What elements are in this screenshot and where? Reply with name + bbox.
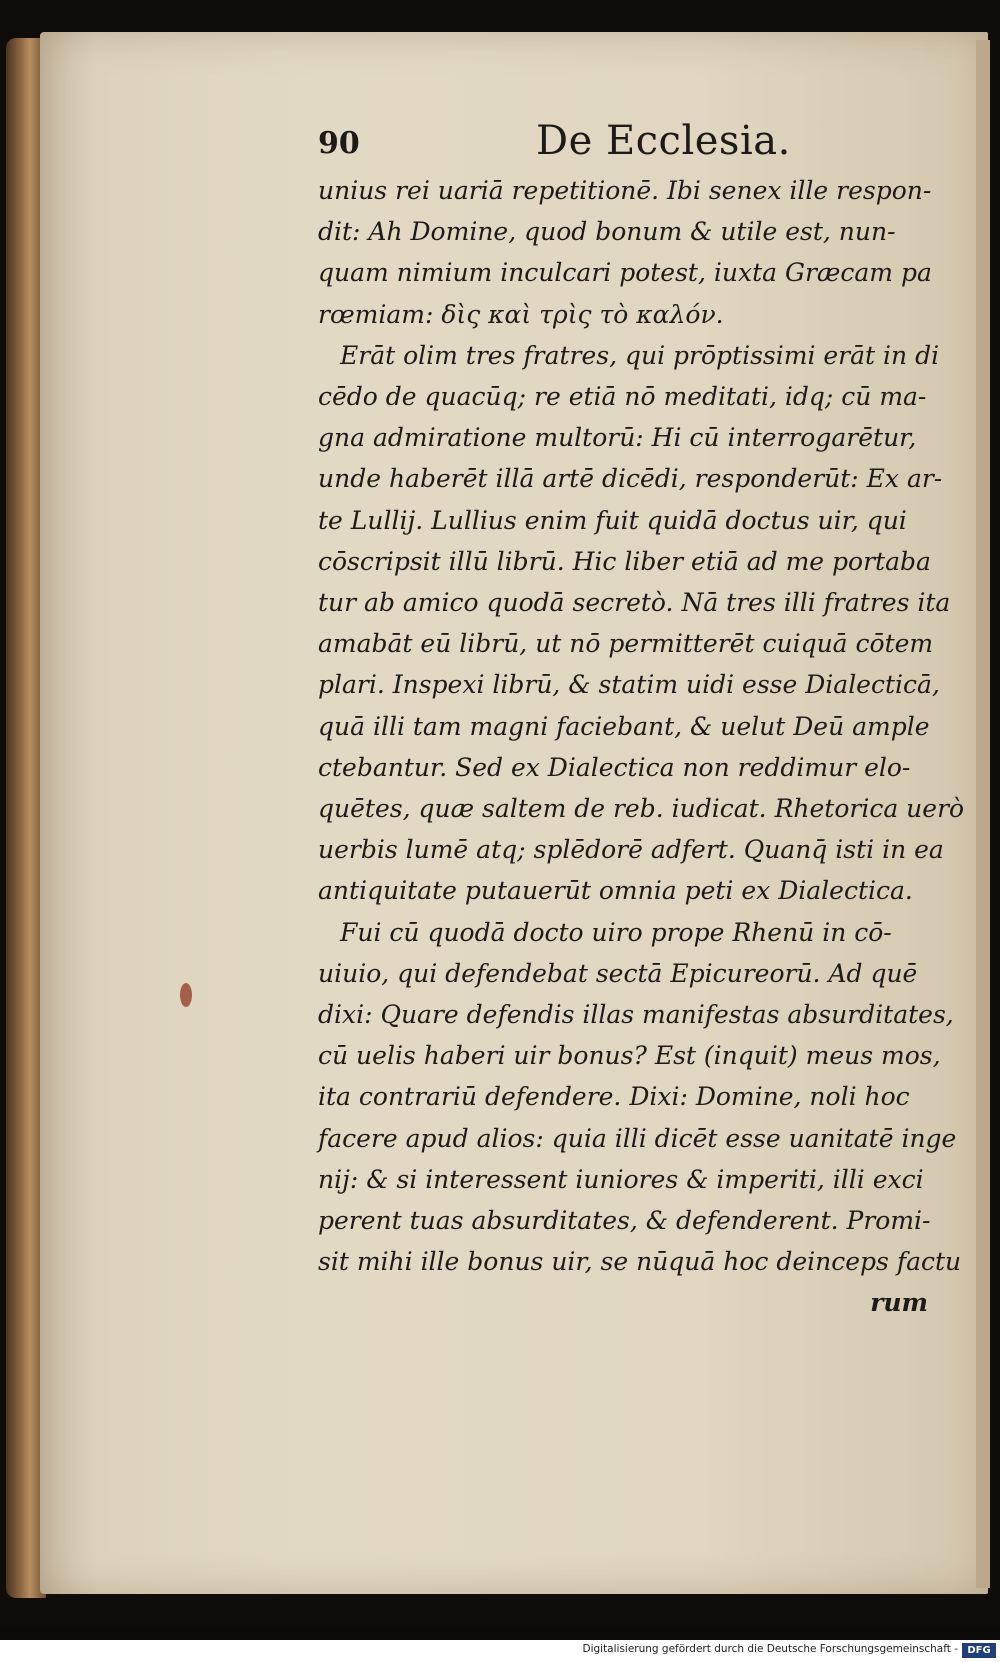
text-line: quā illi tam magni faciebant, & uelut Deū ample	[318, 711, 930, 741]
text-line: perent tuas absurditates, & defenderent. Promi-	[318, 1206, 931, 1236]
text-line: unius rei uariā repetitionē. Ibi senex ille respon-	[318, 176, 932, 205]
text-line: dit: Ah Domine, quod bonum & utile est, nun-	[318, 217, 896, 247]
text-line: ctebantur. Sed ex Dialectica non reddimur elo-	[318, 752, 911, 782]
text-line: tur ab amico quodā secretò. Nā tres illi fratres ita	[318, 588, 951, 618]
text-line: Erāt olim tres fratres, qui prōptissimi erāt in di	[340, 340, 940, 370]
page-text	[318, 118, 965, 1324]
text-line: Fui cū quodā docto uiro prope Rhenū in cō-	[340, 917, 892, 947]
text-line: te Lullij. Lullius enim fuit quidā doctus uir, qui	[318, 505, 907, 535]
text-line: cēdo de quacūq; re etiā nō meditati, idq; cū ma-	[318, 382, 927, 412]
funding-credit: Digitalisierung gefördert durch die Deutsche Forschungsgemeinschaft -	[582, 1643, 958, 1655]
page-edge	[976, 40, 990, 1588]
text-line: cōscripsit illū librū. Hic liber etiā ad me portaba	[318, 546, 931, 576]
text-line: unde haberēt illā artē dicēdi, responderūt: Ex ar-	[318, 464, 943, 494]
text-line: plari. Inspexi librū, & statim uidi esse Dialecticā,	[318, 670, 940, 700]
text-line: nij: & si interessent iuniores & imperiti, illi exci	[318, 1164, 924, 1194]
text-line: quam nimium inculcari potest, iuxta Græcam pa	[318, 258, 932, 288]
dfg-logo: DFG	[962, 1643, 996, 1658]
running-title: De Ecclesia.	[536, 118, 791, 164]
text-line: rœmiam: δὶς καὶ τρὶς τὸ καλόν.	[318, 299, 724, 329]
catchword: rum	[870, 1288, 928, 1318]
text-line: dixi: Quare defendis illas manifestas absurditates,	[318, 1000, 954, 1030]
page-header	[318, 118, 958, 170]
digitization-footer	[0, 1640, 1000, 1662]
text-line: ita contrariū defendere. Dixi: Domine, noli hoc	[318, 1082, 910, 1112]
page-number: 90	[318, 126, 360, 161]
ink-stain	[180, 983, 192, 1007]
text-line: sit mihi ille bonus uir, se nūquā hoc deinceps factu	[318, 1247, 962, 1277]
text-line: cū uelis haberi uir bonus? Est (inquit) meus mos,	[318, 1041, 941, 1071]
text-line: uerbis lumē atq; splēdorē adfert. Quanq̄ isti in ea	[318, 835, 944, 865]
text-line: gna admiratione multorū: Hi cū interrogarētur,	[318, 423, 917, 453]
text-line: uiuio, qui defendebat sectā Epicureorū. Ad quē	[318, 958, 918, 988]
text-line: antiquitate putauerūt omnia peti ex Dialectica.	[318, 876, 913, 906]
text-line: quētes, quæ saltem de reb. iudicat. Rhetorica uerò	[318, 794, 965, 824]
text-line: amabāt eū librū, ut nō permitterēt cuiquā cōtem	[318, 629, 934, 659]
text-line: facere apud alios: quia illi dicēt esse uanitatē inge	[318, 1123, 957, 1153]
